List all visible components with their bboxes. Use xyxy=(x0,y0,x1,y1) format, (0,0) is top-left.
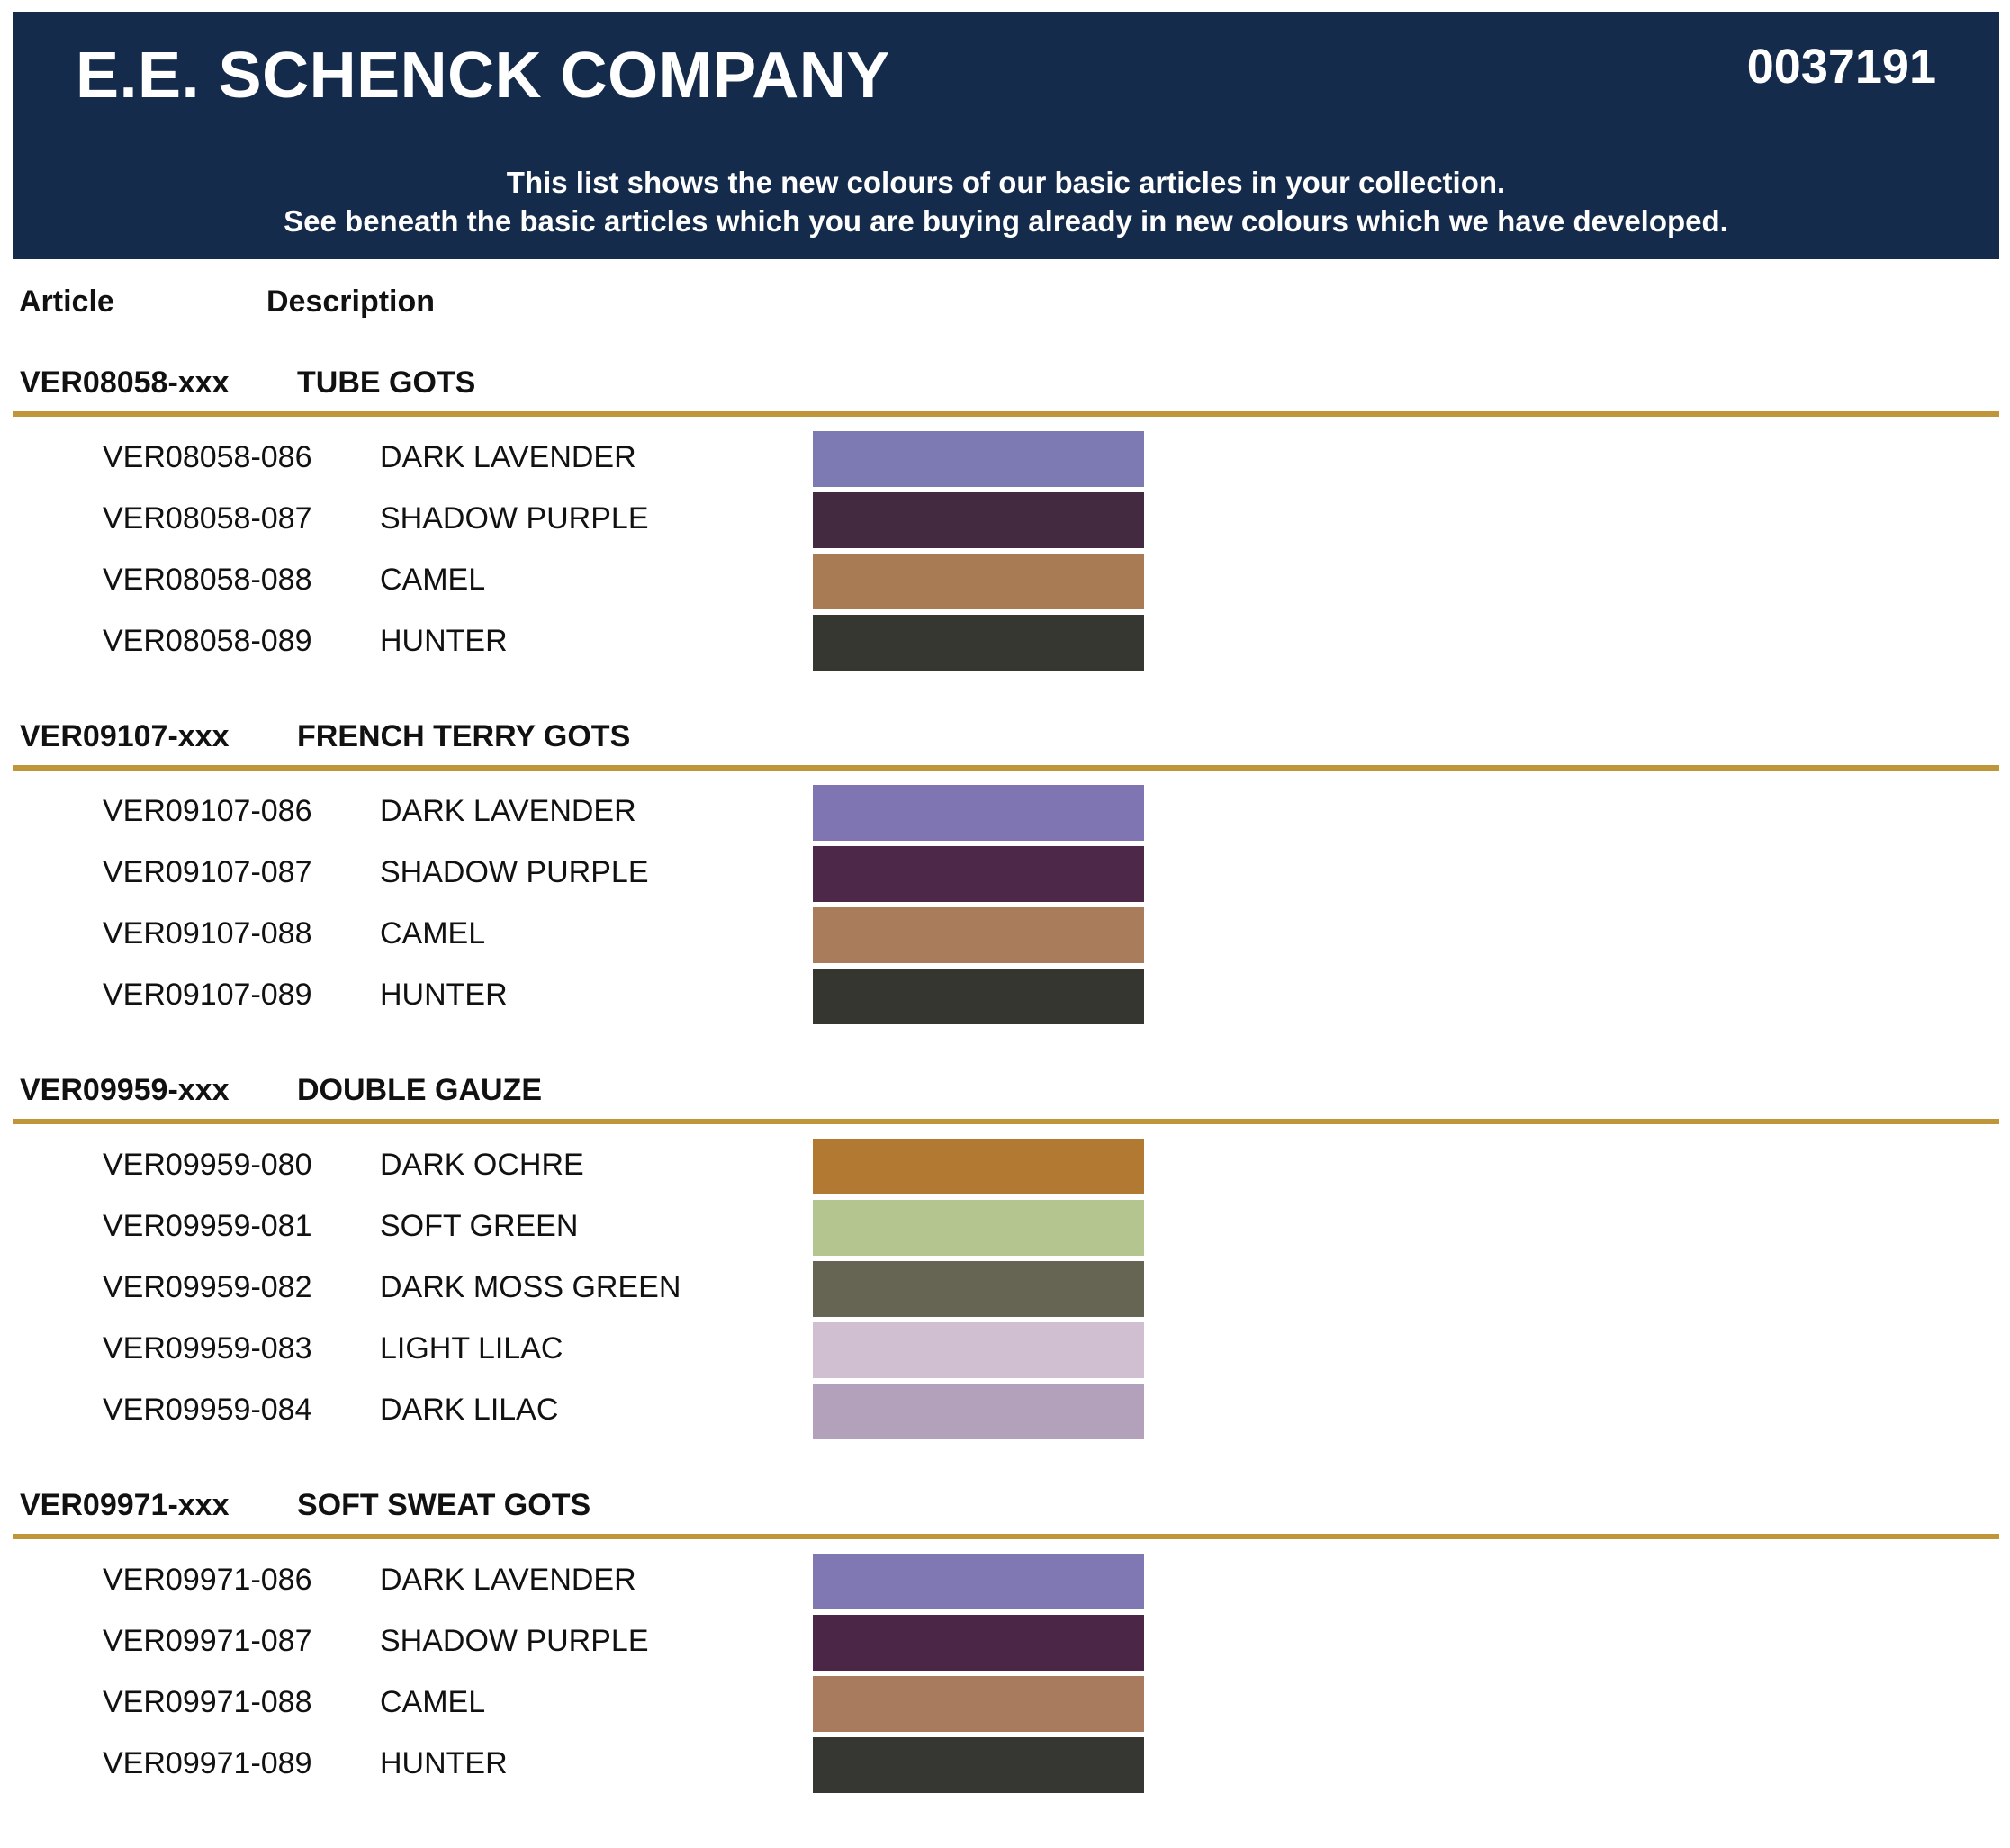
group-header xyxy=(0,1481,2010,1535)
group-header xyxy=(0,358,2010,412)
colour-swatch xyxy=(813,492,1144,548)
colour-swatch xyxy=(813,1737,1144,1793)
colour-name: HUNTER xyxy=(380,978,508,1012)
colour-swatch xyxy=(813,846,1144,902)
colour-name: HUNTER xyxy=(380,1746,508,1780)
colour-name: DARK MOSS GREEN xyxy=(380,1270,681,1304)
colour-name: DARK LAVENDER xyxy=(380,794,636,828)
group-article-code: VER08058-xxx xyxy=(20,365,230,400)
colour-rows xyxy=(0,431,2010,676)
colour-article-code: VER08058-089 xyxy=(103,624,312,658)
colour-swatch xyxy=(813,907,1144,963)
colour-article-code: VER09959-080 xyxy=(103,1148,312,1182)
colour-rows xyxy=(0,1139,2010,1445)
intro-text xyxy=(13,163,1999,240)
colour-row xyxy=(0,1261,2010,1322)
column-header-article: Article xyxy=(19,284,114,319)
colour-article-code: VER09971-086 xyxy=(103,1563,312,1597)
colour-swatch xyxy=(813,431,1144,487)
colour-article-code: VER09107-087 xyxy=(103,855,312,889)
colour-name: SHADOW PURPLE xyxy=(380,1624,649,1658)
colour-row xyxy=(0,1676,2010,1737)
colour-row xyxy=(0,1384,2010,1445)
colour-swatch xyxy=(813,615,1144,671)
group-divider xyxy=(13,1534,1999,1539)
colour-swatch xyxy=(813,1139,1144,1194)
group-divider xyxy=(13,765,1999,771)
colour-swatch xyxy=(813,1554,1144,1609)
colour-row xyxy=(0,846,2010,907)
colour-name: SHADOW PURPLE xyxy=(380,501,649,536)
colour-row xyxy=(0,1554,2010,1615)
colour-article-code: VER09959-084 xyxy=(103,1393,312,1427)
group-header xyxy=(0,1066,2010,1120)
colour-swatch xyxy=(813,785,1144,841)
group-description: TUBE GOTS xyxy=(297,365,476,400)
intro-line-2: See beneath the basic articles which you are buying already in new colours which we have developed. xyxy=(284,204,1728,238)
colour-name: DARK LAVENDER xyxy=(380,440,636,474)
colour-article-code: VER08058-086 xyxy=(103,440,312,474)
colour-row xyxy=(0,1200,2010,1261)
colour-row xyxy=(0,1737,2010,1798)
colour-row xyxy=(0,1322,2010,1384)
colour-name: LIGHT LILAC xyxy=(380,1331,563,1366)
colour-swatch xyxy=(813,1615,1144,1671)
colour-name: SOFT GREEN xyxy=(380,1209,579,1243)
document-number: 0037191 xyxy=(1746,40,1936,94)
colour-name: CAMEL xyxy=(380,563,486,597)
group-article-code: VER09959-xxx xyxy=(20,1073,230,1107)
colour-row xyxy=(0,969,2010,1030)
group-article-code: VER09971-xxx xyxy=(20,1488,230,1522)
colour-article-code: VER09959-082 xyxy=(103,1270,312,1304)
colour-name: DARK LAVENDER xyxy=(380,1563,636,1597)
colour-row xyxy=(0,431,2010,492)
colour-name: CAMEL xyxy=(380,916,486,951)
colour-rows xyxy=(0,785,2010,1030)
colour-name: CAMEL xyxy=(380,1685,486,1719)
colour-row xyxy=(0,554,2010,615)
colour-row xyxy=(0,492,2010,554)
colour-swatch xyxy=(813,1676,1144,1732)
group-description: SOFT SWEAT GOTS xyxy=(297,1488,591,1522)
company-name: E.E. SCHENCK COMPANY xyxy=(76,40,890,112)
colour-swatch xyxy=(813,554,1144,609)
intro-line-1: This list shows the new colours of our basic articles in your collection. xyxy=(506,166,1506,199)
colour-name: HUNTER xyxy=(380,624,508,658)
colour-article-code: VER08058-088 xyxy=(103,563,312,597)
column-header-description: Description xyxy=(266,284,436,319)
colour-row xyxy=(0,1615,2010,1676)
colour-row xyxy=(0,1139,2010,1200)
colour-row xyxy=(0,615,2010,676)
colour-article-code: VER09971-087 xyxy=(103,1624,312,1658)
column-headers xyxy=(0,284,2010,324)
group-article-code: VER09107-xxx xyxy=(20,719,230,753)
colour-swatch xyxy=(813,1322,1144,1378)
colour-article-code: VER09959-081 xyxy=(103,1209,312,1243)
colour-article-code: VER09971-088 xyxy=(103,1685,312,1719)
colour-swatch xyxy=(813,1261,1144,1317)
colour-article-code: VER09107-086 xyxy=(103,794,312,828)
colour-article-code: VER09107-089 xyxy=(103,978,312,1012)
header-banner xyxy=(13,12,1999,259)
group-description: DOUBLE GAUZE xyxy=(297,1073,542,1107)
colour-name: DARK LILAC xyxy=(380,1393,559,1427)
colour-name: SHADOW PURPLE xyxy=(380,855,649,889)
colour-article-code: VER09959-083 xyxy=(103,1331,312,1366)
colour-swatch xyxy=(813,1384,1144,1439)
group-divider xyxy=(13,411,1999,417)
colour-swatch xyxy=(813,1200,1144,1256)
colour-article-code: VER09971-089 xyxy=(103,1746,312,1780)
colour-row xyxy=(0,785,2010,846)
group-header xyxy=(0,712,2010,766)
colour-article-code: VER09107-088 xyxy=(103,916,312,951)
colour-row xyxy=(0,907,2010,969)
colour-rows xyxy=(0,1554,2010,1798)
colour-name: DARK OCHRE xyxy=(380,1148,584,1182)
colour-swatch xyxy=(813,969,1144,1024)
group-divider xyxy=(13,1119,1999,1124)
colour-article-code: VER08058-087 xyxy=(103,501,312,536)
group-description: FRENCH TERRY GOTS xyxy=(297,719,631,753)
